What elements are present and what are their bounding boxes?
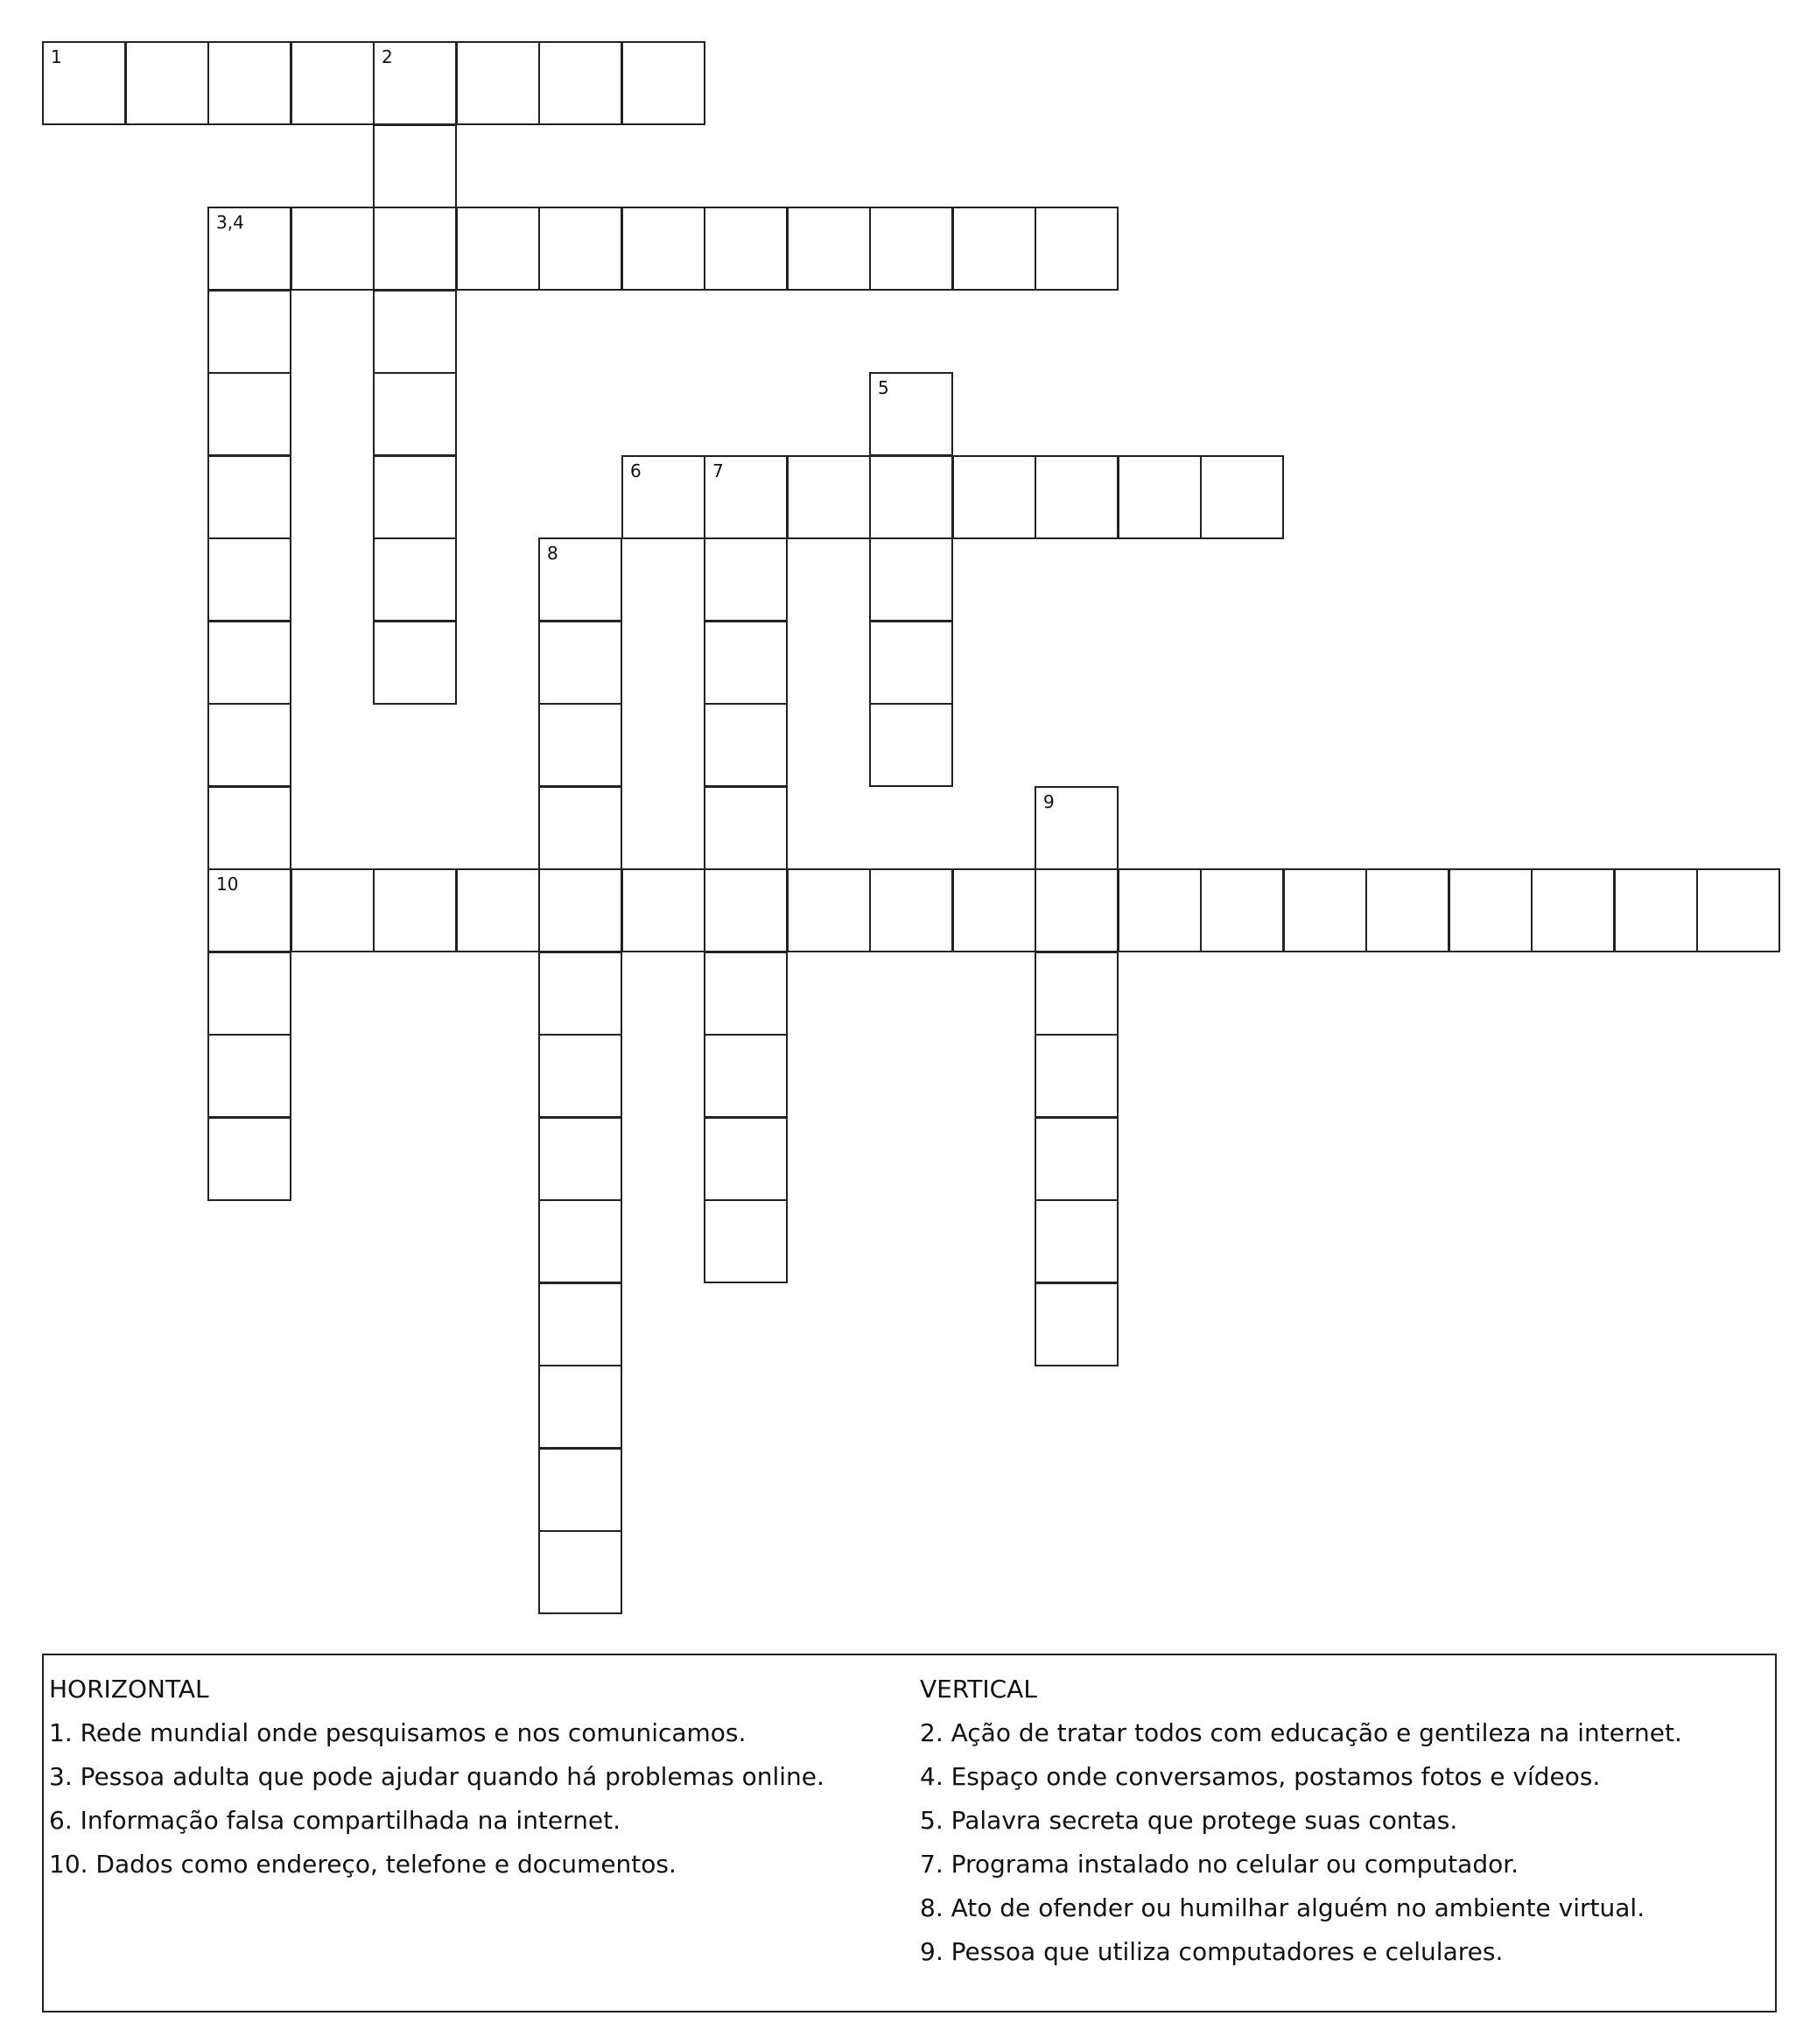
crossword-cell[interactable]	[207, 868, 291, 952]
crossword-cell[interactable]	[373, 621, 457, 705]
crossword-cell[interactable]	[456, 868, 540, 952]
crossword-cell[interactable]	[1035, 1199, 1119, 1283]
crossword-cell[interactable]	[538, 1199, 622, 1283]
crossword-cell[interactable]	[704, 455, 788, 539]
clue-vertical-9: 9. Pessoa que utiliza computadores e celulares.	[920, 1937, 1504, 1966]
crossword-cell[interactable]	[704, 952, 788, 1036]
crossword-cell[interactable]	[1035, 868, 1119, 952]
crossword-cell[interactable]	[621, 41, 705, 125]
vertical-clues	[920, 1668, 1769, 1974]
crossword-cell[interactable]	[704, 868, 788, 952]
crossword-cell[interactable]	[704, 207, 788, 291]
crossword-cell[interactable]	[538, 703, 622, 787]
crossword-cell[interactable]	[207, 207, 291, 291]
crossword-cell[interactable]	[207, 621, 291, 705]
clue-number: 7	[712, 460, 724, 481]
clue-number: 10	[216, 874, 239, 895]
crossword-cell[interactable]	[704, 1199, 788, 1283]
crossword-cell[interactable]	[291, 868, 375, 952]
crossword-cell[interactable]	[787, 455, 871, 539]
crossword-cell[interactable]	[1035, 207, 1119, 291]
crossword-cell[interactable]	[538, 621, 622, 705]
clue-horizontal-6: 6. Informação falsa compartilhada na internet.	[49, 1806, 621, 1835]
crossword-cell[interactable]	[207, 41, 291, 125]
crossword-cell[interactable]	[373, 124, 457, 208]
crossword-cell[interactable]	[704, 703, 788, 787]
crossword-cell[interactable]	[207, 952, 291, 1036]
crossword-cell[interactable]	[1283, 868, 1367, 952]
crossword-cell[interactable]	[373, 41, 457, 125]
clues-box	[42, 1654, 1777, 2012]
crossword-cell[interactable]	[869, 703, 953, 787]
crossword-cell[interactable]	[207, 455, 291, 539]
crossword-cell[interactable]	[373, 537, 457, 622]
crossword-cell[interactable]	[538, 207, 622, 291]
crossword-cell[interactable]	[538, 1034, 622, 1118]
crossword-cell[interactable]	[787, 868, 871, 952]
clue-number: 9	[1043, 791, 1055, 812]
crossword-cell[interactable]	[952, 455, 1036, 539]
crossword-cell[interactable]	[1035, 1034, 1119, 1118]
crossword-cell[interactable]	[207, 1117, 291, 1201]
crossword-cell[interactable]	[1365, 868, 1449, 952]
crossword-cell[interactable]	[1200, 868, 1284, 952]
clue-number: 5	[878, 377, 889, 398]
crossword-cell[interactable]	[869, 455, 953, 539]
crossword-cell[interactable]	[207, 786, 291, 870]
crossword-cell[interactable]	[1200, 455, 1284, 539]
crossword-cell[interactable]	[1696, 868, 1780, 952]
crossword-cell[interactable]	[621, 207, 705, 291]
horizontal-title: HORIZONTAL	[49, 1675, 209, 1703]
crossword-cell[interactable]	[373, 455, 457, 539]
crossword-cell[interactable]	[125, 41, 209, 125]
clue-vertical-8: 8. Ato de ofender ou humilhar alguém no ambiente virtual.	[920, 1893, 1645, 1922]
crossword-cell[interactable]	[869, 621, 953, 705]
crossword-cell[interactable]	[538, 1365, 622, 1449]
clue-vertical-2: 2. Ação de tratar todos com educação e gentileza na internet.	[920, 1718, 1682, 1747]
crossword-cell[interactable]	[538, 41, 622, 125]
crossword-cell[interactable]	[621, 455, 705, 539]
horizontal-clues	[49, 1668, 889, 1886]
crossword-cell[interactable]	[456, 41, 540, 125]
crossword-cell[interactable]	[1035, 1117, 1119, 1201]
crossword-cell[interactable]	[538, 1117, 622, 1201]
clue-vertical-7: 7. Programa instalado no celular ou computador.	[920, 1850, 1519, 1879]
crossword-cell[interactable]	[207, 372, 291, 456]
crossword-cell[interactable]	[952, 868, 1036, 952]
crossword-cell[interactable]	[538, 786, 622, 870]
crossword-cell[interactable]	[1614, 868, 1698, 952]
crossword-cell[interactable]	[1118, 455, 1202, 539]
crossword-cell[interactable]	[291, 207, 375, 291]
crossword-cell[interactable]	[373, 207, 457, 291]
crossword-cell[interactable]	[1035, 786, 1119, 870]
crossword-cell[interactable]	[869, 537, 953, 622]
crossword-cell[interactable]	[704, 621, 788, 705]
crossword-cell[interactable]	[291, 41, 375, 125]
vertical-title: VERTICAL	[920, 1675, 1037, 1703]
crossword-cell[interactable]	[869, 372, 953, 456]
crossword-cell[interactable]	[538, 1282, 622, 1366]
clue-number: 1	[51, 46, 62, 67]
crossword-cell[interactable]	[538, 1530, 622, 1614]
clue-number: 3,4	[216, 212, 244, 233]
clue-vertical-5: 5. Palavra secreta que protege suas contas.	[920, 1806, 1458, 1835]
crossword-cell[interactable]	[704, 1117, 788, 1201]
crossword-cell[interactable]	[456, 207, 540, 291]
crossword-cell[interactable]	[373, 372, 457, 456]
crossword-cell[interactable]	[207, 537, 291, 622]
crossword-cell[interactable]	[704, 786, 788, 870]
clue-number: 8	[547, 543, 558, 564]
crossword-cell[interactable]	[538, 1448, 622, 1532]
crossword-cell[interactable]	[538, 952, 622, 1036]
crossword-cell[interactable]	[207, 703, 291, 787]
crossword-cell[interactable]	[207, 290, 291, 374]
clue-horizontal-1: 1. Rede mundial onde pesquisamos e nos comunicamos.	[49, 1718, 747, 1747]
crossword-cell[interactable]	[538, 868, 622, 952]
crossword-cell[interactable]	[1035, 455, 1119, 539]
crossword-cell[interactable]	[1449, 868, 1533, 952]
crossword-cell[interactable]	[373, 290, 457, 374]
crossword-cell[interactable]	[621, 868, 705, 952]
crossword-cell[interactable]	[1035, 1282, 1119, 1366]
crossword-cell[interactable]	[1118, 868, 1202, 952]
crossword-cell[interactable]	[869, 207, 953, 291]
clue-vertical-4: 4. Espaço onde conversamos, postamos fotos e vídeos.	[920, 1762, 1601, 1791]
crossword-cell[interactable]	[538, 537, 622, 622]
crossword-cell[interactable]	[1035, 952, 1119, 1036]
clue-number: 2	[382, 46, 393, 67]
crossword-cell[interactable]	[952, 207, 1036, 291]
clue-horizontal-3: 3. Pessoa adulta que pode ajudar quando há problemas online.	[49, 1762, 824, 1791]
crossword-cell[interactable]	[704, 1034, 788, 1118]
crossword-cell[interactable]	[373, 868, 457, 952]
clue-number: 6	[630, 460, 642, 481]
crossword-cell[interactable]	[1531, 868, 1615, 952]
crossword-cell[interactable]	[704, 537, 788, 622]
clue-horizontal-10: 10. Dados como endereço, telefone e documentos.	[49, 1850, 677, 1879]
crossword-cell[interactable]	[42, 41, 126, 125]
crossword-cell[interactable]	[787, 207, 871, 291]
crossword-cell[interactable]	[869, 868, 953, 952]
crossword-cell[interactable]	[207, 1034, 291, 1118]
